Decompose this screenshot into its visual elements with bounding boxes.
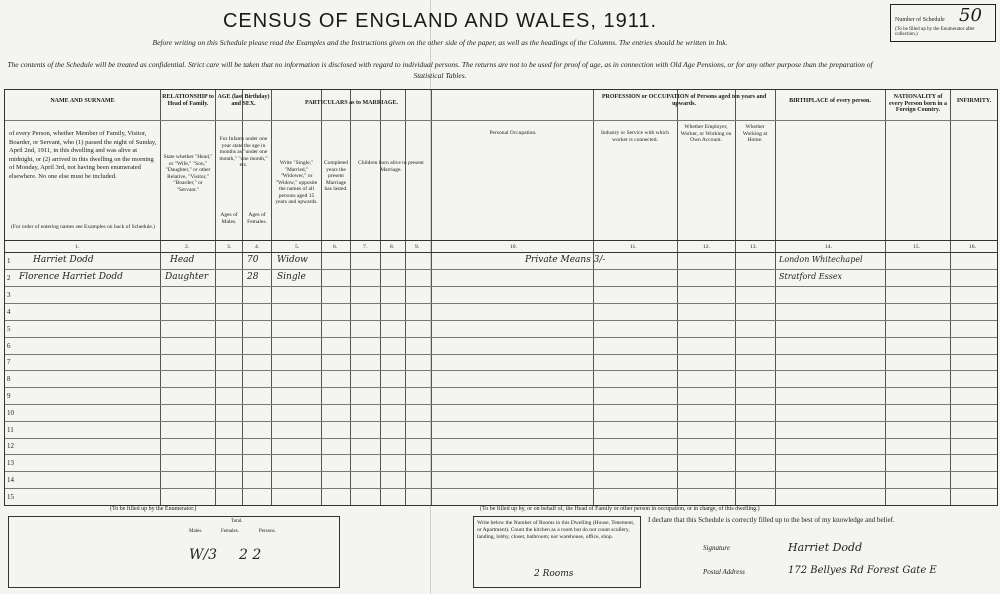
row-number: 8 bbox=[7, 375, 11, 383]
entry-marriage: Widow bbox=[277, 255, 308, 265]
schedule-number-label: Number of Schedule bbox=[895, 17, 945, 23]
header-age: AGE (last Birthday) and SEX. bbox=[217, 94, 270, 107]
header-relationship-desc: State whether "Head," or "Wife," "Son," "Daughter," or other Relative, "Visitor," "Boarder," or "Servant." bbox=[163, 154, 213, 193]
header-relationship: RELATIONSHIP to Head of Family. bbox=[162, 94, 214, 107]
column-number: 11. bbox=[630, 244, 637, 250]
schedule-number-box bbox=[890, 4, 996, 42]
row-number: 6 bbox=[7, 342, 11, 350]
column-number: 1. bbox=[75, 244, 80, 250]
header-completed-years: Completed years the present Marriage has lasted. bbox=[323, 160, 349, 192]
header-personal-occupation: Personal Occupation. bbox=[489, 130, 537, 136]
entry-relationship: Daughter bbox=[165, 272, 209, 282]
enumerator-heading: (To be filled up by the Enumerator.) bbox=[110, 506, 197, 512]
entry-name: Harriet Dodd bbox=[33, 255, 94, 265]
header-birthplace: BIRTHPLACE of every person. bbox=[789, 98, 871, 104]
head-heading: (To be filled up by, or on behalf of, the Head of Family or other person in occupation, or in charge, of this dwelling.) bbox=[480, 506, 760, 512]
row-number: 9 bbox=[7, 392, 11, 400]
column-number: 15. bbox=[913, 244, 920, 250]
column-number: 14. bbox=[825, 244, 832, 250]
header-marriage-desc: Write "Single," "Married," "Widower," or "Widow," opposite the names of all persons aged 15 years and upwards. bbox=[275, 160, 318, 205]
totals-value: 2 2 bbox=[239, 547, 262, 563]
schedule-number-note: (To be filled up by the Enumerator after collection.) bbox=[895, 27, 975, 37]
header-marriage: PARTICULARS as to MARRIAGE. bbox=[304, 100, 398, 106]
header-occupation: PROFESSION or OCCUPATION of Persons aged ten years and upwards. bbox=[601, 94, 767, 107]
header-industry: Industry or Service with which worker is connected. bbox=[600, 130, 670, 143]
column-number: 12. bbox=[703, 244, 710, 250]
row-number: 2 bbox=[7, 274, 11, 282]
signature-value: Harriet Dodd bbox=[788, 541, 863, 554]
declaration bbox=[648, 516, 992, 586]
header-name: NAME AND SURNAME bbox=[50, 98, 115, 104]
row-number: 7 bbox=[7, 358, 11, 366]
confidential-notice: The contents of the Schedule will be treated as confidential. Strict care will be taken that no information is disclosed with regard to individual persons. The returns are not to be used for proof of age, as in connection with Old Age Pensions, or for any other purpose than the preparation of Statistical Tables. bbox=[7, 60, 873, 80]
header-infirmity: INFIRMITY. bbox=[956, 98, 992, 104]
column-number: 3. bbox=[227, 244, 232, 250]
column-number: 6. bbox=[333, 244, 338, 250]
row-number: 10 bbox=[7, 409, 14, 417]
row-number: 15 bbox=[7, 493, 14, 501]
column-number: 9. bbox=[415, 244, 420, 250]
rooms-value: 2 Rooms bbox=[534, 569, 574, 579]
total-label: Total. bbox=[231, 519, 243, 524]
header-ages-males: Ages of Males. bbox=[220, 212, 238, 225]
header-age-desc: For Infants under one year state the age in months as "under one month," "one month," etc. bbox=[219, 136, 268, 168]
column-number: 5. bbox=[295, 244, 300, 250]
header-ages-females: Ages of Females. bbox=[247, 212, 267, 225]
address-value: 172 Bellyes Rd Forest Gate E bbox=[788, 565, 937, 576]
signature-label: Signature bbox=[703, 544, 730, 552]
row-number: 3 bbox=[7, 291, 11, 299]
page-title: CENSUS OF ENGLAND AND WALES, 1911. bbox=[222, 10, 658, 32]
header-employer: Whether Employer, Worker, or Working on Own Account. bbox=[680, 124, 732, 143]
rooms-instruction: Write below the Number of Rooms in this Dwelling (House, Tenement, or Apartment). Count the kitchen as a room but do not count scullery, landing, lobby, closet, bathroom; nor warehouse, office, shop. bbox=[477, 520, 635, 540]
address-label: Postal Address bbox=[703, 568, 745, 576]
entry-age-female: 28 bbox=[247, 272, 259, 282]
row-number: 13 bbox=[7, 459, 14, 467]
census-table bbox=[4, 89, 998, 506]
header-nationality: NATIONALITY of every Person born in a Foreign Country. bbox=[889, 94, 947, 113]
row-number: 4 bbox=[7, 308, 11, 316]
entry-relationship: Head bbox=[170, 255, 195, 265]
enumerator-box bbox=[8, 516, 340, 588]
header-name-desc: of every Person, whether Member of Family, Visitor, Boarder, or Servant, who (1) passed the night of Sunday, April 2nd, 1911, in this dwelling and was alive at midnight, or (2) arrived in this dwelling on the morning of Monday, April 3rd, not having been enumerated elsewhere. No one else must be included. bbox=[9, 130, 157, 180]
males-label: Males. bbox=[189, 529, 203, 534]
header-name-note: (For order of entering names see Examples on back of Schedule.) bbox=[10, 224, 156, 230]
row-number: 5 bbox=[7, 325, 11, 333]
column-number: 2. bbox=[185, 244, 190, 250]
schedule-number-value: 50 bbox=[959, 5, 982, 26]
entry-birthplace: London Whitechapel bbox=[779, 255, 863, 264]
entry-birthplace: Stratford Essex bbox=[779, 272, 843, 281]
row-number: 12 bbox=[7, 442, 14, 450]
column-number: 7. bbox=[363, 244, 368, 250]
females-label: Females. bbox=[221, 529, 239, 534]
enumerator-initials: W/3 bbox=[189, 547, 218, 563]
column-number: 10. bbox=[510, 244, 517, 250]
column-number: 16. bbox=[969, 244, 976, 250]
rooms-box bbox=[473, 516, 641, 588]
header-children-born: Children born alive to present Marriage. bbox=[358, 160, 424, 173]
row-number: 14 bbox=[7, 476, 14, 484]
declaration-text: I declare that this Schedule is correctly filled up to the best of my knowledge and belief. bbox=[648, 516, 895, 524]
entry-occupation: Private Means 3/- bbox=[525, 255, 606, 265]
row-number: 11 bbox=[7, 426, 14, 434]
header-working-home: Whether Working at Home. bbox=[742, 124, 768, 143]
row-number: 1 bbox=[7, 257, 11, 265]
instruction-line: Before writing on this Schedule please read the Examples and the Instructions given on the other side of the paper, as well as the headings of the Columns. The entries should be written in Ink. bbox=[152, 38, 728, 47]
persons-label: Persons. bbox=[259, 529, 276, 534]
entry-marriage: Single bbox=[277, 272, 306, 282]
entry-age-female: 70 bbox=[247, 255, 259, 265]
entry-name: Florence Harriet Dodd bbox=[19, 272, 123, 282]
column-number: 4. bbox=[255, 244, 260, 250]
column-number: 13. bbox=[750, 244, 757, 250]
column-number: 8. bbox=[390, 244, 395, 250]
